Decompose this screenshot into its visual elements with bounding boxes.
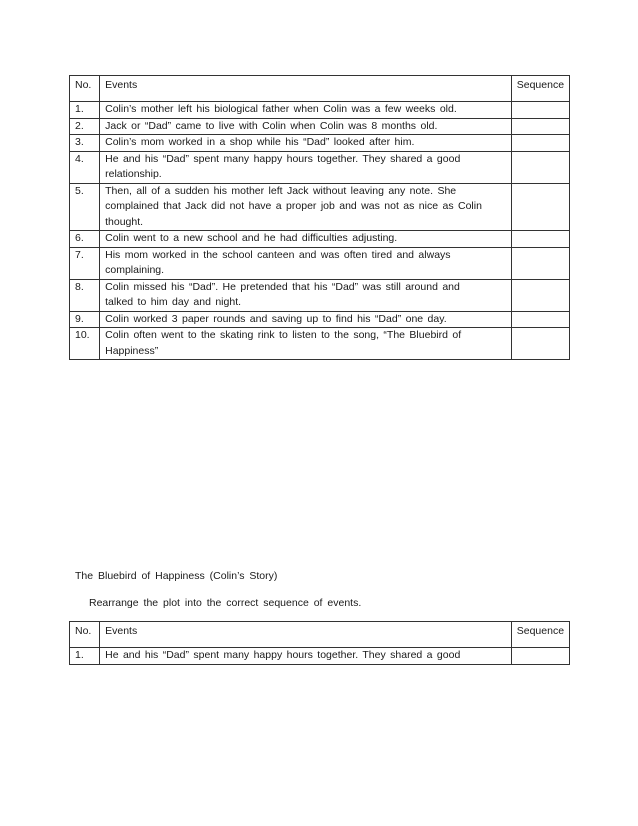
table-row — [70, 231, 570, 248]
event-line: He and his “Dad” spent many happy hours together. They shared a good — [105, 152, 461, 165]
events-table-body — [70, 102, 570, 360]
row-number: 6. — [70, 231, 100, 248]
sequence-cell[interactable] — [511, 102, 569, 119]
event-line: Colin went to a new school and he had difficulties adjusting. — [105, 232, 398, 244]
sequence-cell[interactable] — [511, 118, 569, 135]
event-text — [100, 279, 512, 311]
row-number: 1. — [70, 648, 100, 665]
event-line: Colin worked 3 paper rounds and saving up to find his “Dad” one day. — [105, 312, 447, 325]
table-row — [70, 328, 570, 360]
header-events: Events — [100, 76, 512, 102]
event-line: relationship. — [105, 168, 162, 180]
table-row — [70, 648, 570, 665]
event-line: Colin often went to the skating rink to listen to the song, “The Bluebird of — [105, 329, 462, 341]
event-line: Colin’s mother left his biological father when Colin was a few weeks old. — [105, 103, 457, 115]
table-header-row — [70, 622, 570, 648]
event-line: complaining. — [105, 264, 165, 276]
sequence-table-body — [70, 648, 570, 665]
event-text — [100, 328, 512, 360]
table-row — [70, 118, 570, 135]
row-number: 2. — [70, 118, 100, 135]
sequence-cell[interactable] — [511, 311, 569, 328]
row-number: 10. — [70, 328, 100, 360]
event-line: Happiness” — [105, 344, 159, 357]
event-line: talked to him day and night. — [105, 296, 242, 308]
document-title: The Bluebird of Happiness (Colin’s Story) — [75, 570, 278, 582]
event-line: Colin’s mom worked in a shop while his “Dad” looked after him. — [105, 136, 415, 148]
header-no: No. — [70, 76, 100, 102]
table-row — [70, 311, 570, 328]
event-line: Then, all of a sudden his mother left Jack without leaving any note. She — [105, 184, 457, 197]
row-number: 4. — [70, 151, 100, 183]
sequence-cell[interactable] — [511, 135, 569, 152]
event-line: He and his “Dad” spent many happy hours together. They shared a good — [105, 649, 461, 661]
event-text — [100, 118, 512, 135]
event-text — [100, 102, 512, 119]
event-text — [100, 183, 512, 231]
instruction-text: Rearrange the plot into the correct sequence of events. — [89, 597, 362, 609]
event-line: Colin missed his “Dad”. He pretended that his “Dad” was still around and — [105, 280, 460, 293]
header-sequence: Sequence — [511, 76, 569, 102]
event-line: Jack or “Dad” came to live with Colin when Colin was 8 months old. — [105, 119, 438, 132]
header-no: No. — [70, 622, 100, 648]
row-number: 9. — [70, 311, 100, 328]
event-text — [100, 311, 512, 328]
sequence-cell[interactable] — [511, 231, 569, 248]
header-sequence: Sequence — [511, 622, 569, 648]
sequence-cell[interactable] — [511, 247, 569, 279]
header-events: Events — [100, 622, 512, 648]
event-line: complained that Jack did not have a proper job and was not as nice as Colin — [105, 200, 482, 212]
event-text — [100, 247, 512, 279]
event-text — [100, 231, 512, 248]
row-number: 3. — [70, 135, 100, 152]
row-number: 5. — [70, 183, 100, 231]
sequence-cell[interactable] — [511, 279, 569, 311]
event-text — [100, 648, 512, 665]
sequence-cell[interactable] — [511, 151, 569, 183]
sequence-cell[interactable] — [511, 183, 569, 231]
table-row — [70, 151, 570, 183]
table-row — [70, 135, 570, 152]
sequence-table — [69, 621, 570, 665]
sequence-cell[interactable] — [511, 328, 569, 360]
table-header-row — [70, 76, 570, 102]
event-line: His mom worked in the school canteen and was often tired and always — [105, 248, 451, 261]
row-number: 7. — [70, 247, 100, 279]
event-text — [100, 151, 512, 183]
table-row — [70, 183, 570, 231]
event-line: thought. — [105, 215, 144, 228]
row-number: 8. — [70, 279, 100, 311]
table-row — [70, 279, 570, 311]
events-table — [69, 75, 570, 360]
table-row — [70, 247, 570, 279]
table-row — [70, 102, 570, 119]
row-number: 1. — [70, 102, 100, 119]
sequence-cell[interactable] — [511, 648, 569, 665]
event-text — [100, 135, 512, 152]
